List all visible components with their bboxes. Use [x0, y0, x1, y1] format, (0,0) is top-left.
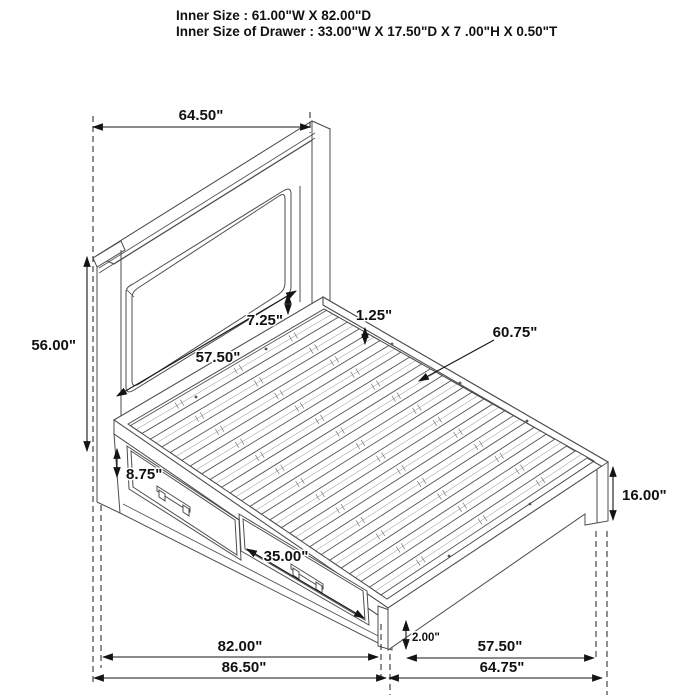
dim-drawer-width-label: 35.00" [263, 548, 309, 565]
dim-panel-gap-label: 7.25" [246, 312, 283, 329]
dim-foot-leg-height-label: 2.00" [412, 632, 440, 644]
dim-overall-length-label: 86.50" [221, 659, 267, 676]
dim-footboard-height-label: 16.00" [622, 487, 667, 504]
inner-size-line: Inner Size : 61.00"W X 82.00"D [176, 8, 372, 23]
dim-panel-width-label: 57.50" [195, 349, 241, 366]
dim-headboard-width-label: 64.50" [178, 107, 224, 124]
dim-drawer-rail-height-label: 8.75" [126, 466, 163, 483]
dim-rim-thickness-label: 1.25" [355, 307, 393, 324]
dim-headboard-height-label: 56.00" [31, 337, 76, 354]
dim-slat-length-label: 60.75" [492, 324, 538, 341]
dim-platform-length-label: 82.00" [217, 638, 263, 655]
dim-overall-width-label: 64.75" [479, 659, 525, 676]
inner-drawer-size-line: Inner Size of Drawer : 33.00"W X 17.50"D X 7 .00"H X 0.50"T [176, 24, 558, 39]
inner-size-header [176, 8, 557, 40]
dim-footboard-inner-width-label: 57.50" [477, 638, 523, 655]
